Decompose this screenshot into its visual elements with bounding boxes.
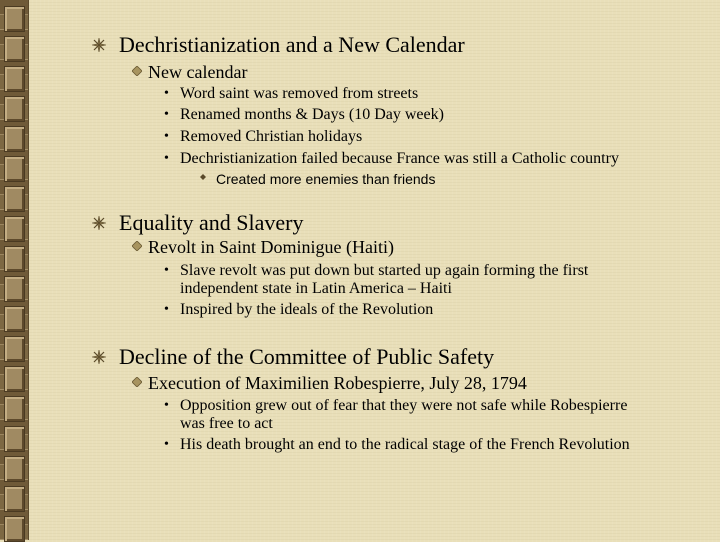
bullet-text: Renamed months & Days (10 Day week): [180, 106, 444, 123]
section-heading-text: Decline of the Committee of Public Safety: [119, 344, 495, 369]
star-bullet-icon: [92, 350, 106, 364]
section-heading-text: Dechristianization and a New Calendar: [119, 32, 465, 57]
dot-bullet-icon: •: [164, 398, 169, 413]
subheading-text: Execution of Maximilien Robespierre, July 28, 1794: [148, 373, 527, 393]
small-diamond-bullet-icon: [200, 174, 206, 180]
diamond-bullet-icon: [132, 241, 142, 251]
dot-bullet-icon: •: [164, 437, 169, 452]
bullet-text-line: Opposition grew out of fear that they were not safe while Robespierre: [180, 397, 628, 414]
dot-bullet-icon: •: [164, 129, 169, 144]
star-bullet-icon: [92, 216, 106, 230]
diamond-bullet-icon: [132, 377, 142, 387]
subheading-text: Revolt in Saint Dominigue (Haiti): [148, 237, 394, 257]
subheading-text: New calendar: [148, 62, 248, 82]
bullet-text: Word saint was removed from streets: [180, 85, 419, 102]
bullet-text: His death brought an end to the radical stage of the French Revolution: [180, 436, 630, 453]
bullet-text-line: independent state in Latin America – Haiti: [180, 280, 452, 297]
bullet-text: Dechristianization failed because France was still a Catholic country: [180, 150, 619, 167]
bullet-text: Inspired by the ideals of the Revolution: [180, 301, 434, 318]
sub-bullet-text: Created more enemies than friends: [216, 171, 436, 187]
bullet-text: [180, 397, 627, 433]
dot-bullet-icon: •: [164, 302, 169, 317]
dot-bullet-icon: •: [164, 263, 169, 278]
diamond-bullet-icon: [132, 66, 142, 76]
star-bullet-icon: [92, 38, 106, 52]
dot-bullet-icon: •: [164, 107, 169, 122]
dot-bullet-icon: •: [164, 86, 169, 101]
bullet-text: [180, 262, 588, 298]
section-heading-text: Equality and Slavery: [119, 210, 304, 235]
dot-bullet-icon: •: [164, 151, 169, 166]
bullet-text-line: Slave revolt was put down but started up again forming the first: [180, 262, 589, 279]
bullet-text: Removed Christian holidays: [180, 128, 363, 145]
bullet-text-line: was free to act: [180, 415, 273, 432]
